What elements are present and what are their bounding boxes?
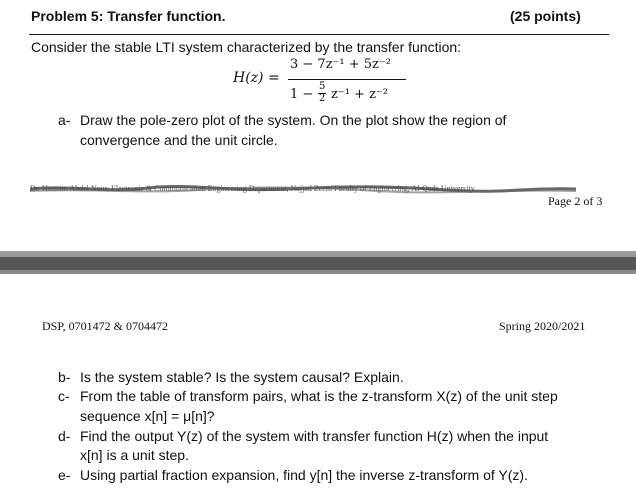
part-e-line1: Using partial fraction expansion, find y[n] the inverse z-transform of Y(z). [80,467,528,483]
points-label: (25 points) [510,8,581,24]
part-c-label: c- [58,388,70,404]
part-a-label: a- [58,112,71,128]
formula-den-frac-den: 2 [319,93,326,104]
part-a-line1: Draw the pole-zero plot of the system. On the plot show the region of [80,112,507,128]
problem-title: Problem 5: Transfer function. [31,8,226,24]
part-d-line1: Find the output Y(z) of the system with transfer function H(z) when the input [80,428,549,444]
semester: Spring 2020/2021 [499,319,586,333]
formula-den-rest: z⁻¹ + z⁻² [331,87,389,102]
formula-lhs: H(z) = [233,70,280,86]
redacted-footer: Dr. Hossam Abdel Nour, Electronic & Communication Engineering Department, Najjad Zeem Faculty of Engineering, Al-Quds University [30,184,475,193]
redaction-scribble [28,183,580,197]
header-divider [29,34,609,35]
page-gap-edge [0,270,636,274]
part-d-line2: x[n] is a unit step. [80,447,189,463]
formula-numerator: 3 − 7z⁻¹ + 5z⁻² [290,57,391,72]
part-d-label: d- [58,428,71,444]
page-gap [0,257,636,270]
page-number: Page 2 of 3 [548,194,603,208]
formula-den-one: 1 − [290,87,314,102]
formula-fraction-bar [288,79,406,80]
course-code: DSP, 0701472 & 0704472 [42,319,169,333]
part-e-label: e- [58,467,71,483]
part-b-label: b- [58,369,71,385]
part-c-line2: sequence x[n] = μ[n]? [80,408,215,424]
part-c-line1: From the table of transform pairs, what is the z-transform X(z) of the unit step [80,388,558,404]
part-a-line2: convergence and the unit circle. [80,132,278,148]
formula-den-frac-num: 5 [319,81,326,92]
part-b-line1: Is the system stable? Is the system causal? Explain. [80,369,404,385]
problem-intro: Consider the stable LTI system characterized by the transfer function: [31,39,462,55]
